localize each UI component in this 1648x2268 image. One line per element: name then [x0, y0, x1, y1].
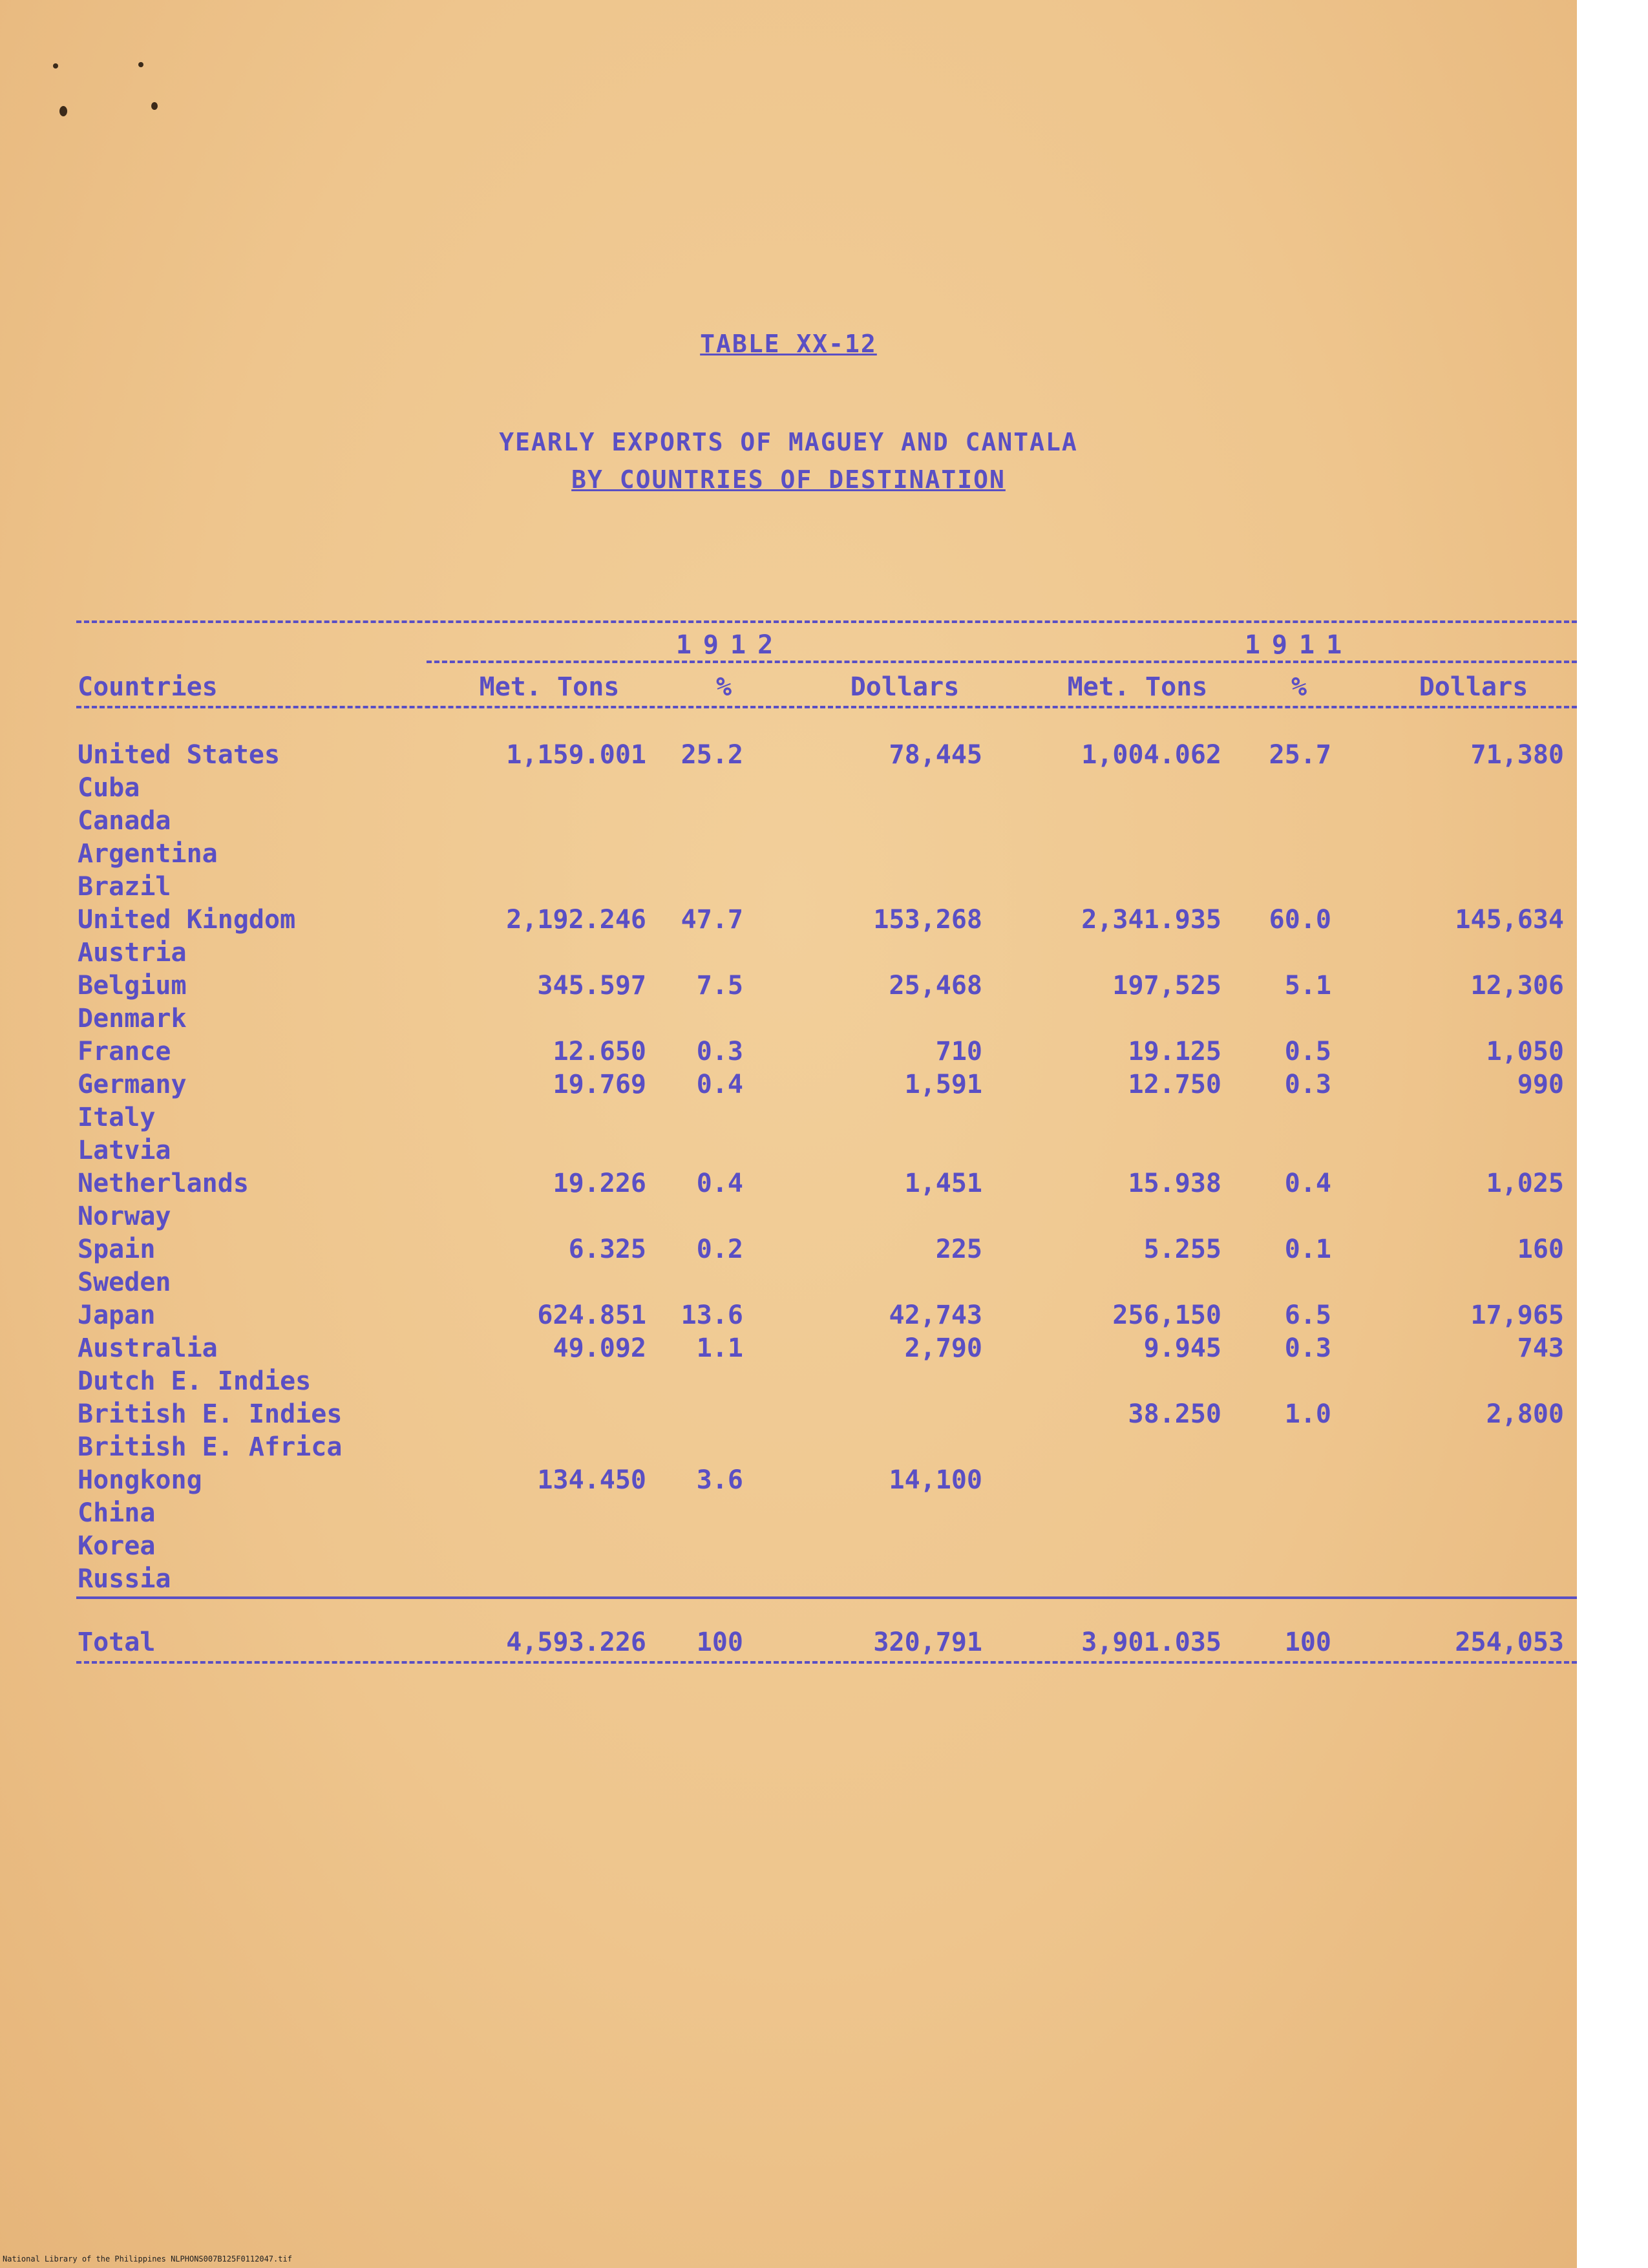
year-1912: 1912 [675, 630, 785, 660]
dollars-1912-cell: 78,445 [889, 740, 982, 770]
country-cell: Brazil [78, 872, 171, 902]
header-rule [76, 706, 1577, 708]
total-tons-1912: 4,593.226 [506, 1627, 646, 1657]
percent-1912-cell: 47.7 [681, 905, 743, 935]
total-rule [76, 1596, 1577, 1599]
country-cell: Hongkong [78, 1465, 202, 1495]
tons-1912-cell: 49.092 [553, 1333, 646, 1363]
percent-1911-cell: 25.7 [1269, 740, 1331, 770]
total-percent-1912: 100 [696, 1627, 743, 1657]
dollars-1912-cell: 14,100 [889, 1465, 982, 1495]
country-cell: Latvia [78, 1136, 171, 1165]
country-cell: United States [78, 740, 280, 770]
title-line-1: YEARLY EXPORTS OF MAGUEY AND CANTALA [499, 428, 1078, 456]
tons-1912-cell: 345.597 [537, 971, 646, 1001]
header-dollars-1912: Dollars [850, 672, 960, 702]
scan-margin [1577, 0, 1648, 2268]
tons-1912-cell: 1,159.001 [506, 740, 646, 770]
bottom-rule [76, 1661, 1577, 1664]
total-percent-1911: 100 [1284, 1627, 1331, 1657]
country-cell: Denmark [78, 1004, 187, 1033]
header-percent-1911: % [1291, 672, 1307, 702]
tons-1911-cell: 5.255 [1143, 1235, 1221, 1264]
percent-1911-cell: 0.1 [1284, 1235, 1331, 1264]
tons-1911-cell: 12.750 [1128, 1070, 1221, 1099]
country-cell: Spain [78, 1235, 156, 1264]
tons-1911-cell: 2,341.935 [1081, 905, 1221, 935]
dollars-1912-cell: 2,790 [904, 1333, 982, 1363]
header-met-tons-1912: Met. Tons [479, 672, 620, 702]
percent-1912-cell: 0.4 [696, 1070, 743, 1099]
country-cell: Canada [78, 806, 171, 836]
percent-1912-cell: 0.4 [696, 1169, 743, 1198]
percent-1911-cell: 0.4 [1284, 1169, 1331, 1198]
percent-1912-cell: 0.2 [696, 1235, 743, 1264]
percent-1912-cell: 13.6 [681, 1300, 743, 1330]
dollars-1911-cell: 160 [1517, 1235, 1564, 1264]
tons-1911-cell: 19.125 [1128, 1037, 1221, 1066]
percent-1912-cell: 0.3 [696, 1037, 743, 1066]
country-cell: Dutch E. Indies [78, 1366, 312, 1396]
punch-hole [151, 102, 158, 110]
dollars-1911-cell: 1,025 [1486, 1169, 1564, 1198]
country-cell: France [78, 1037, 171, 1066]
dollars-1911-cell: 12,306 [1470, 971, 1564, 1001]
percent-1911-cell: 0.5 [1284, 1037, 1331, 1066]
dollars-1911-cell: 990 [1517, 1070, 1564, 1099]
table-label: TABLE XX-12 [700, 330, 877, 358]
country-cell: Norway [78, 1202, 171, 1231]
percent-1911-cell: 5.1 [1284, 971, 1331, 1001]
country-cell: China [78, 1498, 156, 1528]
tons-1911-cell: 1,004.062 [1081, 740, 1221, 770]
header-met-tons-1911: Met. Tons [1067, 672, 1208, 702]
percent-1912-cell: 1.1 [696, 1333, 743, 1363]
year-rule [427, 661, 1577, 663]
country-cell: Argentina [78, 839, 218, 869]
country-cell: Netherlands [78, 1169, 249, 1198]
tons-1912-cell: 134.450 [537, 1465, 646, 1495]
tons-1912-cell: 624.851 [537, 1300, 646, 1330]
country-cell: Belgium [78, 971, 187, 1001]
total-tons-1911: 3,901.035 [1081, 1627, 1221, 1657]
header-dollars-1911: Dollars [1419, 672, 1528, 702]
tons-1911-cell: 197,525 [1112, 971, 1221, 1001]
table-title [0, 423, 1577, 498]
dollars-1911-cell: 743 [1517, 1333, 1564, 1363]
total-dollars-1911: 254,053 [1455, 1627, 1564, 1657]
dollars-1912-cell: 42,743 [889, 1300, 982, 1330]
country-cell: Sweden [78, 1267, 171, 1297]
scan-footer: National Library of the Philippines NLPHONS007B125F0112047.tif [3, 2254, 292, 2263]
tons-1912-cell: 12.650 [553, 1037, 646, 1066]
dollars-1912-cell: 153,268 [873, 905, 982, 935]
country-cell: Cuba [78, 773, 140, 803]
dollars-1912-cell: 710 [935, 1037, 982, 1066]
total-label: Total [78, 1627, 156, 1657]
header-countries: Countries [78, 672, 218, 702]
country-cell: United Kingdom [78, 905, 296, 935]
dollars-1912-cell: 25,468 [889, 971, 982, 1001]
percent-1912-cell: 7.5 [696, 971, 743, 1001]
country-cell: Russia [78, 1564, 171, 1594]
percent-1911-cell: 0.3 [1284, 1070, 1331, 1099]
punch-hole [59, 106, 67, 116]
country-cell: Germany [78, 1070, 187, 1099]
country-cell: Italy [78, 1103, 156, 1132]
tons-1911-cell: 256,150 [1112, 1300, 1221, 1330]
country-cell: Korea [78, 1531, 156, 1561]
tons-1912-cell: 2,192.246 [506, 905, 646, 935]
dollars-1912-cell: 225 [935, 1235, 982, 1264]
country-cell: British E. Africa [78, 1432, 343, 1462]
percent-1911-cell: 0.3 [1284, 1333, 1331, 1363]
percent-1912-cell: 3.6 [696, 1465, 743, 1495]
header-percent-1912: % [715, 672, 732, 702]
total-dollars-1912: 320,791 [873, 1627, 982, 1657]
top-rule [76, 620, 1577, 623]
tons-1911-cell: 15.938 [1128, 1169, 1221, 1198]
dollars-1911-cell: 17,965 [1470, 1300, 1564, 1330]
country-cell: Austria [78, 938, 187, 968]
country-cell: Japan [78, 1300, 156, 1330]
tons-1911-cell: 38.250 [1128, 1399, 1221, 1429]
dollars-1911-cell: 71,380 [1470, 740, 1564, 770]
percent-1912-cell: 25.2 [681, 740, 743, 770]
tons-1912-cell: 6.325 [568, 1235, 646, 1264]
dollars-1911-cell: 2,800 [1486, 1399, 1564, 1429]
dollars-1911-cell: 145,634 [1455, 905, 1564, 935]
tons-1912-cell: 19.226 [553, 1169, 646, 1198]
tons-1912-cell: 19.769 [553, 1070, 646, 1099]
dollars-1912-cell: 1,591 [904, 1070, 982, 1099]
dollars-1912-cell: 1,451 [904, 1169, 982, 1198]
tons-1911-cell: 9.945 [1143, 1333, 1221, 1363]
punch-hole [53, 63, 58, 69]
percent-1911-cell: 6.5 [1284, 1300, 1331, 1330]
dollars-1911-cell: 1,050 [1486, 1037, 1564, 1066]
percent-1911-cell: 60.0 [1269, 905, 1331, 935]
country-cell: British E. Indies [78, 1399, 343, 1429]
title-line-2: BY COUNTRIES OF DESTINATION [571, 465, 1006, 494]
percent-1911-cell: 1.0 [1284, 1399, 1331, 1429]
punch-hole [138, 62, 143, 67]
country-cell: Australia [78, 1333, 218, 1363]
year-1911: 1911 [1244, 630, 1354, 660]
